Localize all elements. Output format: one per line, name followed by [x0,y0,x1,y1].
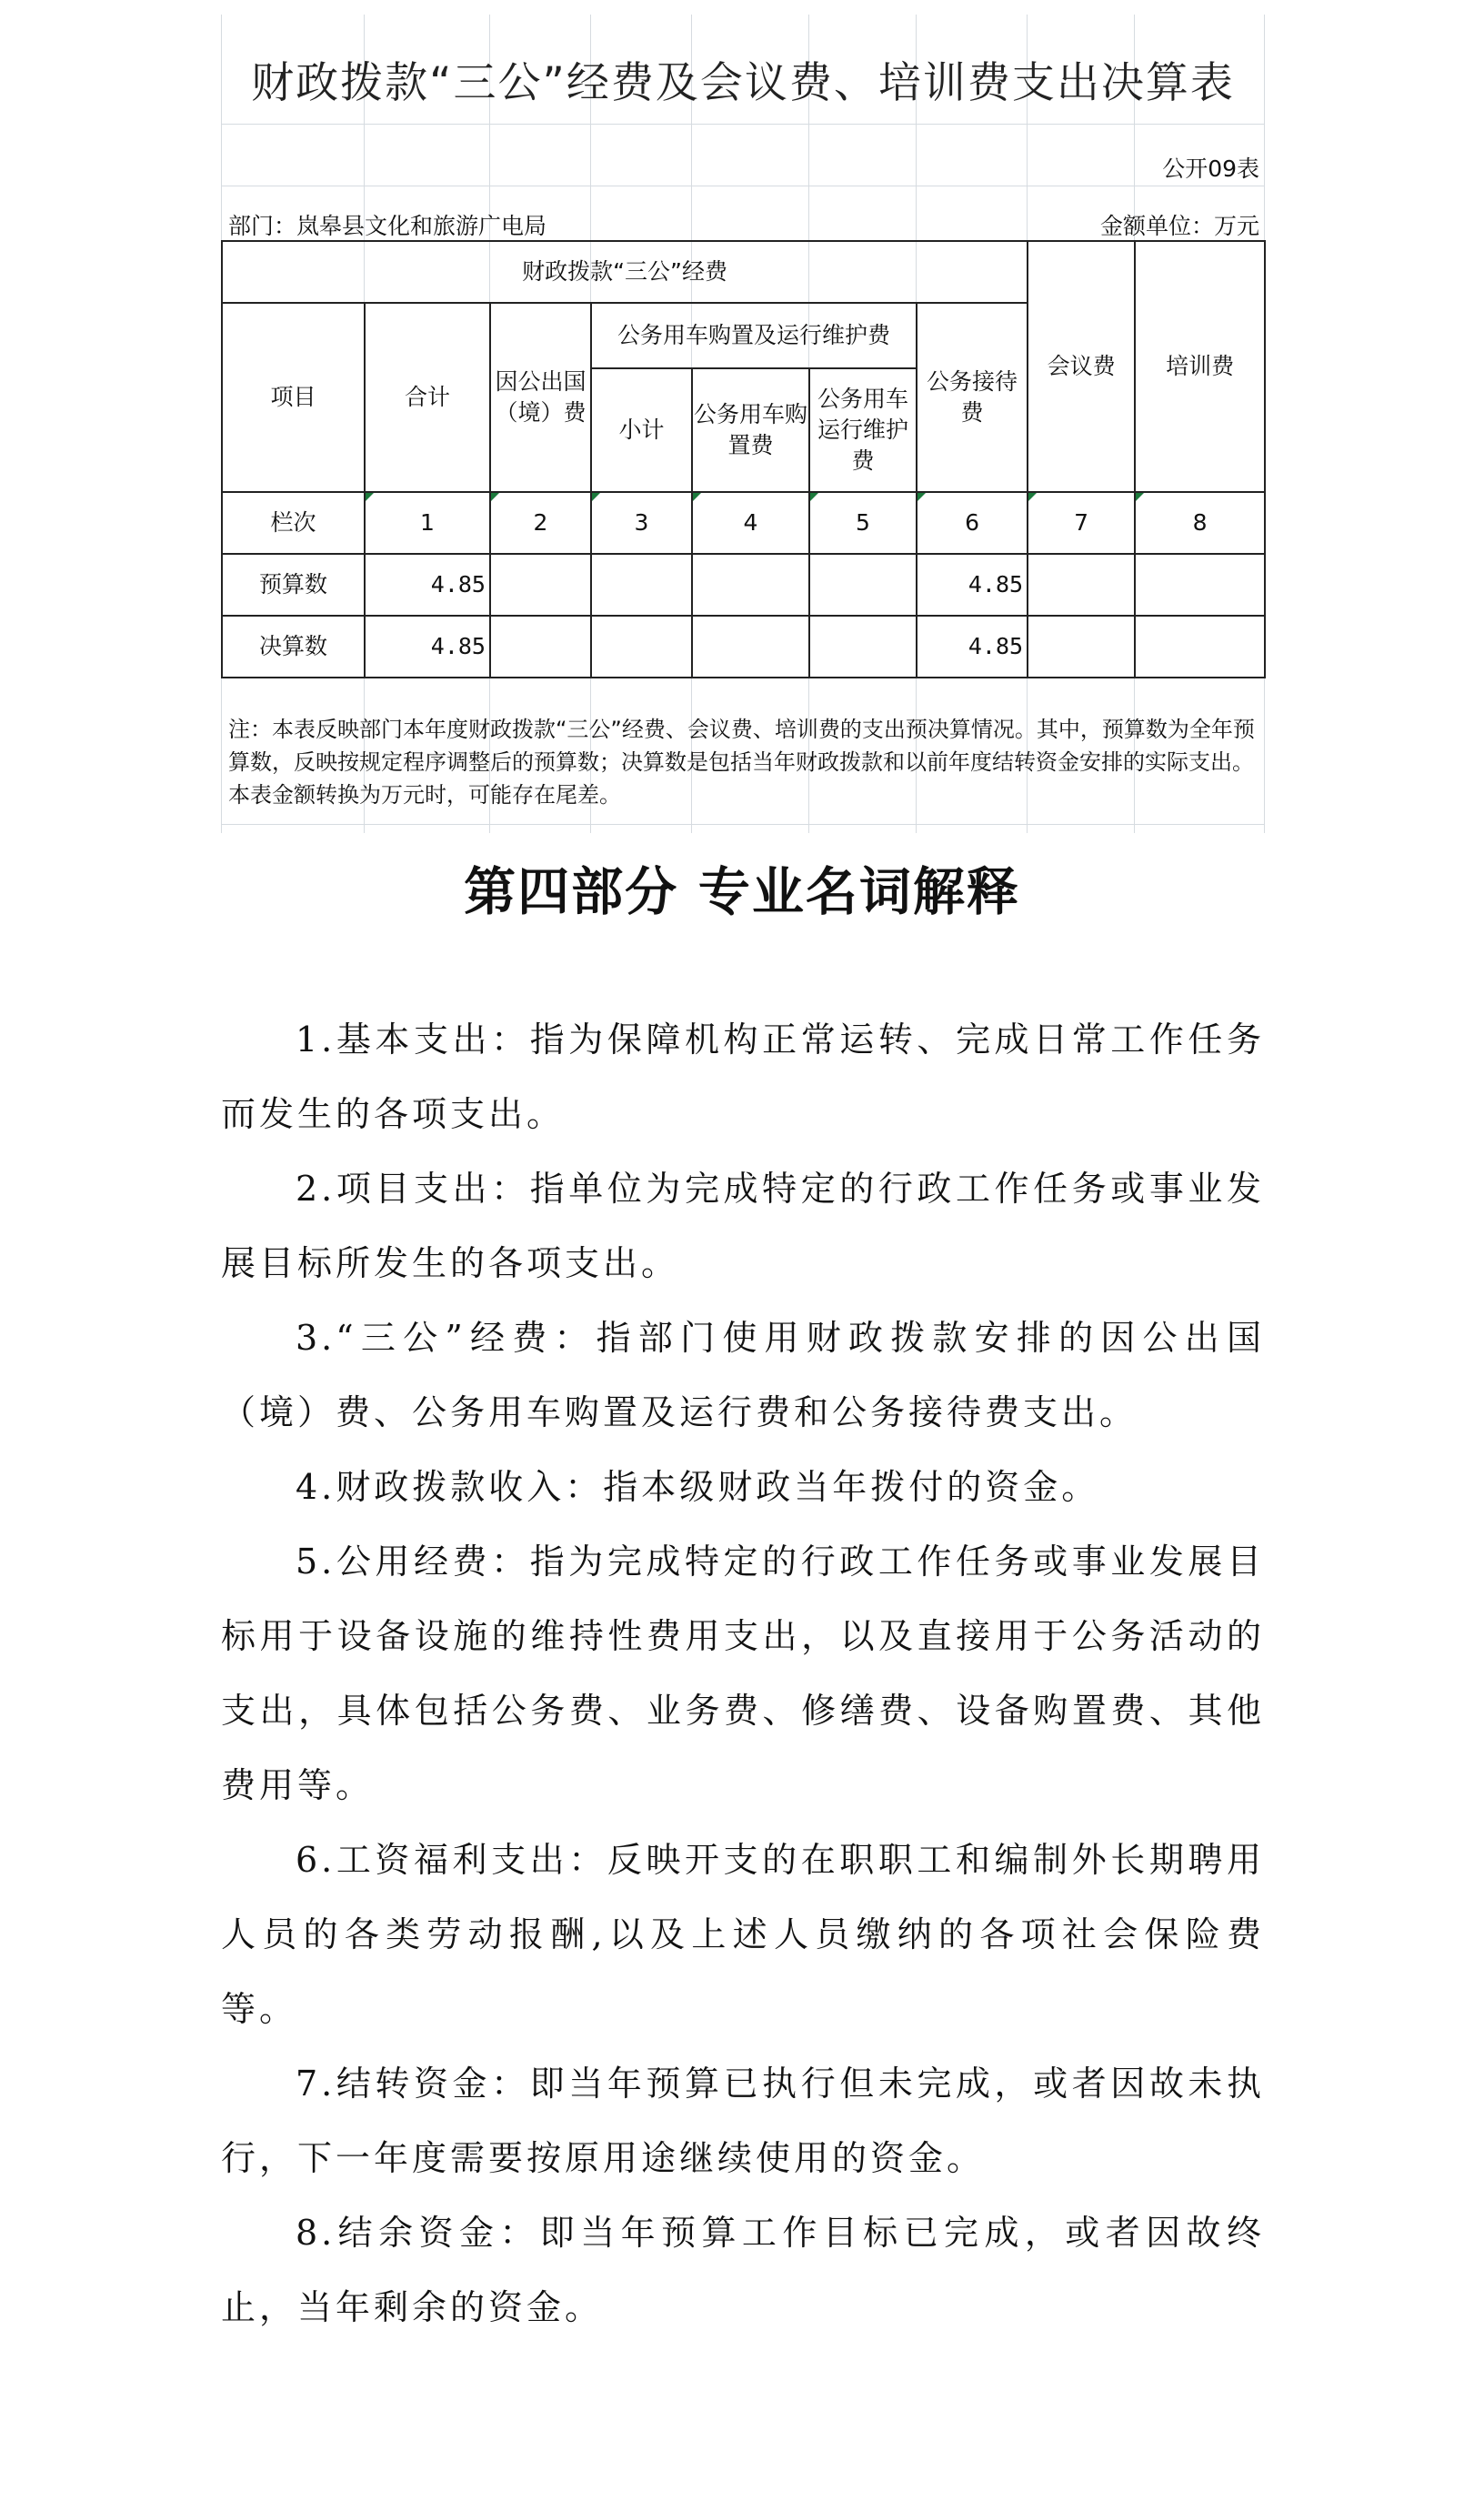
table-row [222,554,1265,616]
glossary-term: 1.基本支出： [296,1019,530,1060]
header-sangong-group: 财政拨款“三公”经费 [222,241,1028,303]
column-number: 1 [365,492,490,554]
header-item: 项目 [222,303,365,492]
glossary-definition: 指部门使用财政拨款安排的因公出国（境）费、公务用车购置及运行费和公务接待费支出。 [221,1318,1265,1432]
header-total: 合计 [365,303,490,492]
glossary-item [221,1450,1265,1524]
sheet-title: 财政拨款“三公”经费及会议费、培训费支出决算表 [251,58,1235,108]
column-number: 7 [1028,492,1135,554]
table-cell: 4.85 [365,616,490,678]
column-number: 6 [917,492,1028,554]
form-number: 公开09表 [1162,156,1259,182]
glossary-item [221,2046,1265,2195]
table-cell [591,554,692,616]
expenditure-table [221,240,1266,678]
unit-label: 金额单位：万元 [1099,213,1259,239]
table-cell [692,616,809,678]
glossary-item [221,1301,1265,1450]
table-cell [1028,554,1135,616]
glossary-definition: 反映开支的在职职工和编制外长期聘用人员的各类劳动报酬,以及上述人员缴纳的各项社会保险费等。 [221,1840,1265,2029]
column-number: 3 [591,492,692,554]
glossary-definition: 指单位为完成特定的行政工作任务或事业发展目标所发生的各项支出。 [221,1169,1265,1283]
header-vehicle-group: 公务用车购置及运行维护费 [591,303,917,368]
table-cell [490,554,591,616]
glossary-definition: 指为完成特定的行政工作任务或事业发展目标用于设备设施的维持性费用支出，以及直接用于公务活动的支出，具体包括公务费、业务费、修缮费、设备购置费、其他费用等。 [221,1542,1265,1805]
glossary-term: 8.结余资金： [296,2213,540,2253]
header-vehicle-operation: 公务用车运行维护费 [809,368,917,492]
table-cell [692,554,809,616]
table-cell: 4.85 [917,554,1028,616]
table-cell [591,616,692,678]
glossary-definition: 即当年预算工作目标已完成，或者因故终止，当年剩余的资金。 [221,2213,1265,2327]
header-training: 培训费 [1135,241,1265,492]
section-title: 第四部分 专业名词解释 [464,861,1020,922]
table-cell [1135,616,1265,678]
glossary-term: 6.工资福利支出： [296,1840,607,1880]
table-cell: 4.85 [917,616,1028,678]
glossary-item [221,1151,1265,1301]
glossary-item [221,2195,1265,2345]
table-cell [809,554,917,616]
table-cell [809,616,917,678]
header-vehicle-purchase: 公务用车购置费 [692,368,809,492]
header-subtotal: 小计 [591,368,692,492]
column-number: 2 [490,492,591,554]
table-cell: 4.85 [365,554,490,616]
glossary-term: 2.项目支出： [296,1169,530,1209]
glossary-term: 4.财政拨款收入： [296,1467,604,1507]
column-row-label: 栏次 [222,492,365,554]
glossary-item [221,1823,1265,2046]
row-label: 预算数 [222,554,365,616]
header-meeting: 会议费 [1028,241,1135,492]
glossary-term: 5.公用经费： [296,1542,530,1582]
department-label: 部门：岚皋县文化和旅游广电局 [228,213,547,239]
glossary-term: 7.结转资金： [296,2064,530,2104]
header-abroad: 因公出国（境）费 [490,303,591,492]
glossary-term: 3.“三公”经费： [296,1318,597,1358]
column-number: 8 [1135,492,1265,554]
header-reception: 公务接待费 [917,303,1028,492]
table-note: 注：本表反映部门本年度财政拨款“三公”经费、会议费、培训费的支出预决算情况。其中，预算数为全年预算数，反映按规定程序调整后的预算数；决算数是包括当年财政拨款和以前年度结转资金安排的实际支出。本表金额转换为万元时，可能存在尾差。 [228,717,1255,808]
row-label: 决算数 [222,616,365,678]
glossary-definition: 指为保障机构正常运转、完成日常工作任务而发生的各项支出。 [221,1019,1265,1134]
glossary-item [221,1524,1265,1823]
spreadsheet-screenshot [221,15,1265,833]
table-cell [1028,616,1135,678]
glossary-definition: 指本级财政当年拨付的资金。 [603,1467,1100,1507]
table-cell [1135,554,1265,616]
glossary [221,1002,1265,2345]
table-row [222,616,1265,678]
table-cell [490,616,591,678]
glossary-item [221,1002,1265,1151]
column-number: 5 [809,492,917,554]
column-number: 4 [692,492,809,554]
glossary-definition: 即当年预算已执行但未完成，或者因故未执行，下一年度需要按原用途继续使用的资金。 [221,2064,1265,2178]
